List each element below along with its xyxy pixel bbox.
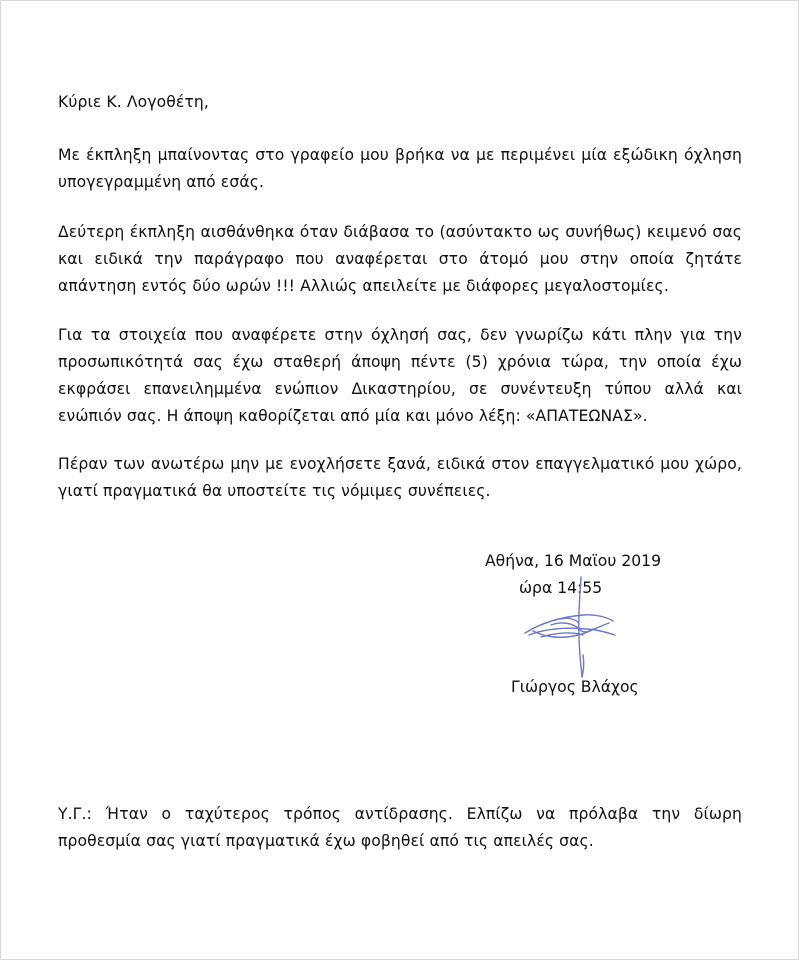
letter-paragraph-3: Για τα στοιχεία που αναφέρετε στην όχλησή σας, δεν γνωρίζω κάτι πλην για την προσωπικότητά σας έχω σταθερή άποψη πέντε (5) χρόνια τώρα, την οποία έχω εκφράσει επανειλημμένα ενώπιον Δικαστηρίου, σε συνέντευξη τύπου αλλά και ενώπιόν σας. Η άποψη καθορίζεται από μία και μόνο λέξη: «ΑΠΑΤΕΩΝΑΣ». (58, 326, 742, 425)
signer-name: Γιώργος Βλάχος (511, 678, 639, 696)
letter-paragraph-1: Με έκπληξη μπαίνοντας στο γραφείο μου βρήκα να με περιμένει μία εξώδικη όχληση υπογεγραμμένη από εσάς. (58, 146, 742, 191)
letter-postscript: Υ.Γ.: Ήταν ο ταχύτερος τρόπος αντίδρασης. Ελπίζω να πρόλαβα την δίωρη προθεσμία σας γιατί πραγματικά έχω φοβηθεί από τις απειλές σας. (58, 805, 742, 850)
letter-time: ώρα 14:55 (519, 579, 603, 597)
letter-paragraph-2: Δεύτερη έκπληξη αισθάνθηκα όταν διάβασα το (ασύντακτο ως συνήθως) κειμενό σας και ειδικά την παράγραφο που αναφέρεται στο άτομό μου στην οποία ζητάτε απάντηση εντός δύο ωρών !!! Αλλιώς απειλείτε με διάφορες μεγαλοστομίες. (58, 223, 742, 295)
handwritten-signature-icon (521, 573, 621, 683)
letter-date: Αθήνα, 16 Μαϊου 2019 (485, 552, 662, 570)
letter-greeting: Κύριε Κ. Λογοθέτη, (58, 93, 209, 111)
letter-paragraph-4: Πέραν των ανωτέρω μην με ενοχλήσετε ξανά, ειδικά στον επαγγελματικό μου χώρο, γιατί πραγματικά θα υποστείτε τις νόμιμες συνέπειες. (58, 455, 742, 500)
